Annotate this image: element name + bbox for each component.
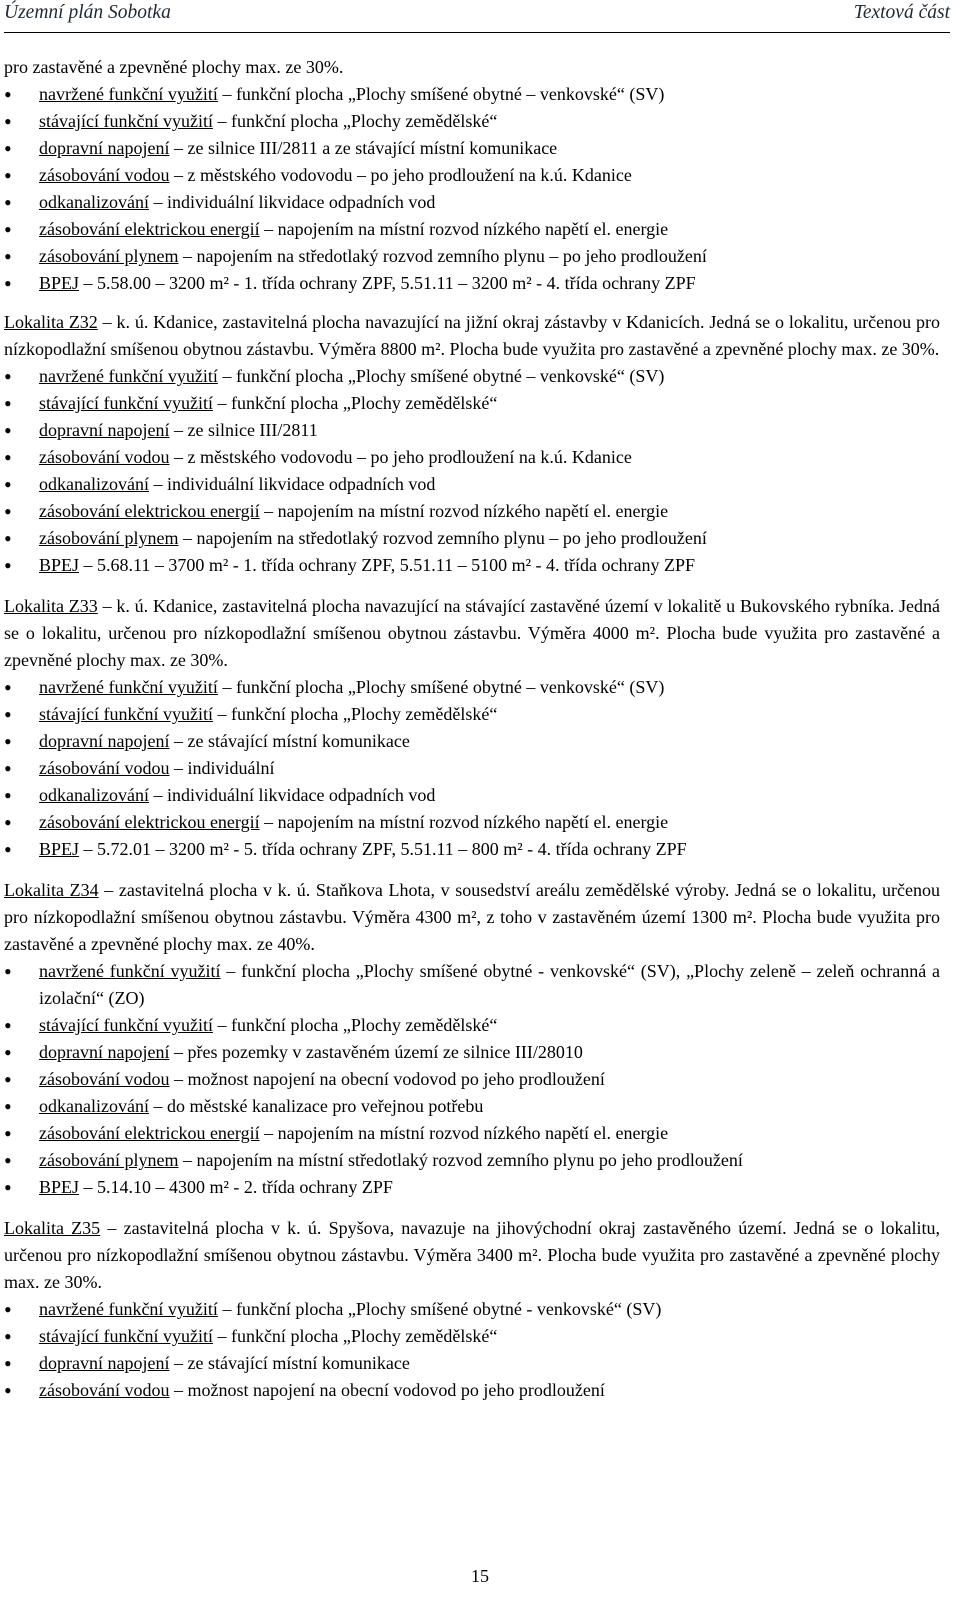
item-label: stávající funkční využití	[39, 1015, 213, 1035]
item-text: – individuální likvidace odpadních vod	[148, 785, 436, 805]
item-text: – z městského vodovodu – po jeho prodloužení na k.ú. Kdanice	[169, 165, 632, 185]
list-item	[4, 1120, 940, 1147]
item-label: zásobování vodou	[39, 1380, 170, 1400]
list-item	[4, 958, 940, 1012]
item-label: stávající funkční využití	[39, 704, 213, 724]
item-text: – z městského vodovodu – po jeho prodloužení na k.ú. Kdanice	[169, 447, 632, 467]
item-text: – napojením na místní rozvod nízkého napětí el. energie	[259, 501, 669, 521]
locality-title: Lokalita Z32	[4, 312, 98, 332]
item-label: navržené funkční využití	[39, 1299, 218, 1319]
item-text: – ze stávající místní komunikace	[169, 731, 410, 751]
item-label: dopravní napojení	[39, 1353, 170, 1373]
list-item	[4, 108, 940, 135]
page-header	[4, 2, 950, 33]
item-label: zásobování elektrickou energií	[39, 1123, 260, 1143]
item-label: stávající funkční využití	[39, 393, 213, 413]
locality-description: – k. ú. Kdanice, zastavitelná plocha navazující na stávající zastavěné území v lokalitě u Bukovského rybníka. Jedná se o lokalitu, určenou pro nízkopodlažní smíšenou obytnou zástavbu. Výměra 4000 m². Plocha bude využita pro zastavěné a zpevněné plochy max. ze 30%.	[4, 596, 940, 670]
item-text: – ze silnice III/2811 a ze stávající místní komunikace	[169, 138, 558, 158]
locality-title: Lokalita Z33	[4, 596, 98, 616]
item-label: zásobování plynem	[39, 1150, 179, 1170]
item-label: zásobování vodou	[39, 758, 170, 778]
item-text: – funkční plocha „Plochy smíšené obytné - venkovské“ (SV), „Plochy zeleně – zeleň ochranná a izolační“ (ZO)	[39, 961, 940, 1008]
item-label: zásobování vodou	[39, 1069, 170, 1089]
list-item	[4, 782, 940, 809]
locality-description: – zastavitelná plocha v k. ú. Staňkova Lhota, v sousedství areálu zemědělské výroby. Jedná se o lokalitu, určenou pro nízkopodlažní smíšenou obytnou zástavbu. Výměra 4300 m², z toho v zastavěném území 1300 m². Plocha bude využita pro zastavěné a zpevněné plochy max. ze 40%.	[4, 880, 940, 954]
item-text: – napojením na místní rozvod nízkého napětí el. energie	[259, 219, 669, 239]
list-item	[4, 1174, 940, 1201]
item-text: – 5.14.10 – 4300 m² - 2. třída ochrany ZPF	[79, 1177, 393, 1197]
item-label: BPEJ	[39, 1177, 80, 1197]
item-text: – napojením na místní rozvod nízkého napětí el. energie	[259, 1123, 669, 1143]
bullet-list	[4, 958, 940, 1201]
bullet-list	[4, 81, 940, 297]
item-label: stávající funkční využití	[39, 111, 213, 131]
locality-description: – zastavitelná plocha v k. ú. Spyšova, navazuje na jihovýchodní okraj zastavěného území. Jedná se o lokalitu, určenou pro nízkopodlažní smíšenou obytnou zástavbu. Výměra 3400 m². Plocha bude využita pro zastavěné a zpevněné plochy max. ze 30%.	[4, 1218, 940, 1292]
item-text: – možnost napojení na obecní vodovod po jeho prodloužení	[169, 1380, 605, 1400]
item-label: zásobování plynem	[39, 246, 179, 266]
item-text: – funkční plocha „Plochy smíšené obytné – venkovské“ (SV)	[217, 677, 665, 697]
list-item	[4, 390, 940, 417]
bullet-list	[4, 363, 940, 579]
item-label: zásobování plynem	[39, 528, 179, 548]
item-label: BPEJ	[39, 273, 80, 293]
list-item	[4, 81, 940, 108]
list-item	[4, 498, 940, 525]
item-label: navržené funkční využití	[39, 84, 218, 104]
list-item	[4, 363, 940, 390]
list-item	[4, 701, 940, 728]
list-item	[4, 1066, 940, 1093]
list-item	[4, 1012, 940, 1039]
list-item	[4, 836, 940, 863]
list-item	[4, 216, 940, 243]
item-label: dopravní napojení	[39, 1042, 170, 1062]
item-label: dopravní napojení	[39, 138, 170, 158]
locality-description: – k. ú. Kdanice, zastavitelná plocha navazující na jižní okraj zástavby v Kdanicích. Jedná se o lokalitu, určenou pro nízkopodlažní smíšenou obytnou zástavbu. Výměra 8800 m². Plocha bude využita pro zastavěné a zpevněné plochy max. ze 30%.	[4, 312, 940, 359]
item-text: – 5.72.01 – 3200 m² - 5. třída ochrany ZPF, 5.51.11 – 800 m² - 4. třída ochrany ZPF	[79, 839, 687, 859]
item-label: zásobování elektrickou energií	[39, 501, 260, 521]
item-label: BPEJ	[39, 555, 80, 575]
item-text: – funkční plocha „Plochy smíšené obytné - venkovské“ (SV)	[217, 1299, 662, 1319]
item-text: – individuální	[169, 758, 275, 778]
list-item	[4, 189, 940, 216]
bullet-list	[4, 674, 940, 863]
section-title: Textová část	[853, 2, 950, 23]
item-label: dopravní napojení	[39, 420, 170, 440]
list-item	[4, 162, 940, 189]
item-text: – funkční plocha „Plochy zemědělské“	[212, 393, 498, 413]
item-label: navržené funkční využití	[39, 677, 218, 697]
item-text: – funkční plocha „Plochy smíšené obytné – venkovské“ (SV)	[217, 366, 665, 386]
item-text: – 5.58.00 – 3200 m² - 1. třída ochrany ZPF, 5.51.11 – 3200 m² - 4. třída ochrany ZPF	[79, 273, 696, 293]
item-label: zásobování elektrickou energií	[39, 812, 260, 832]
item-label: zásobování vodou	[39, 447, 170, 467]
item-label: navržené funkční využití	[39, 961, 221, 981]
item-label: stávající funkční využití	[39, 1326, 213, 1346]
item-text: – funkční plocha „Plochy smíšené obytné – venkovské“ (SV)	[217, 84, 665, 104]
list-item	[4, 1296, 940, 1323]
locality-paragraph	[4, 309, 940, 363]
locality-title: Lokalita Z35	[4, 1218, 101, 1238]
list-item	[4, 755, 940, 782]
item-text: – ze silnice III/2811	[169, 420, 318, 440]
bullet-list	[4, 1296, 940, 1404]
list-item	[4, 471, 940, 498]
item-text: – funkční plocha „Plochy zemědělské“	[212, 1015, 498, 1035]
item-label: BPEJ	[39, 839, 80, 859]
list-item	[4, 525, 940, 552]
item-text: – ze stávající místní komunikace	[169, 1353, 410, 1373]
list-item	[4, 728, 940, 755]
list-item	[4, 552, 940, 579]
item-label: dopravní napojení	[39, 731, 170, 751]
list-item	[4, 809, 940, 836]
item-label: odkanalizování	[39, 1096, 149, 1116]
document-title: Územní plán Sobotka	[4, 2, 171, 23]
item-text: – funkční plocha „Plochy zemědělské“	[212, 704, 498, 724]
list-item	[4, 1377, 940, 1404]
list-item	[4, 417, 940, 444]
list-item	[4, 444, 940, 471]
list-item	[4, 270, 940, 297]
item-label: navržené funkční využití	[39, 366, 218, 386]
item-text: – napojením na místní středotlaký rozvod zemního plynu po jeho prodloužení	[178, 1150, 743, 1170]
list-item	[4, 1350, 940, 1377]
item-text: – do městské kanalizace pro veřejnou potřebu	[148, 1096, 484, 1116]
locality-paragraph	[4, 877, 940, 958]
list-item	[4, 135, 940, 162]
item-label: zásobování vodou	[39, 165, 170, 185]
item-text: – funkční plocha „Plochy zemědělské“	[212, 1326, 498, 1346]
item-label: odkanalizování	[39, 474, 149, 494]
list-item	[4, 243, 940, 270]
item-label: zásobování elektrickou energií	[39, 219, 260, 239]
intro-line: pro zastavěné a zpevněné plochy max. ze 30%.	[4, 57, 344, 77]
list-item	[4, 1147, 940, 1174]
page-number: 15	[471, 1566, 489, 1586]
locality-paragraph	[4, 1215, 940, 1296]
item-text: – napojením na středotlaký rozvod zemního plynu – po jeho prodloužení	[178, 528, 707, 548]
item-label: odkanalizování	[39, 192, 149, 212]
locality-title: Lokalita Z34	[4, 880, 99, 900]
item-text: – napojením na středotlaký rozvod zemního plynu – po jeho prodloužení	[178, 246, 707, 266]
item-text: – individuální likvidace odpadních vod	[148, 474, 436, 494]
item-text: – funkční plocha „Plochy zemědělské“	[212, 111, 498, 131]
list-item	[4, 1323, 940, 1350]
list-item	[4, 1093, 940, 1120]
item-text: – možnost napojení na obecní vodovod po jeho prodloužení	[169, 1069, 605, 1089]
item-text: – 5.68.11 – 3700 m² - 1. třída ochrany ZPF, 5.51.11 – 5100 m² - 4. třída ochrany ZPF	[79, 555, 695, 575]
document-body	[4, 54, 940, 1404]
item-text: – napojením na místní rozvod nízkého napětí el. energie	[259, 812, 669, 832]
item-text: – přes pozemky v zastavěném území ze silnice III/28010	[169, 1042, 583, 1062]
list-item	[4, 1039, 940, 1066]
list-item	[4, 674, 940, 701]
item-text: – individuální likvidace odpadních vod	[148, 192, 436, 212]
item-label: odkanalizování	[39, 785, 149, 805]
locality-paragraph	[4, 593, 940, 674]
